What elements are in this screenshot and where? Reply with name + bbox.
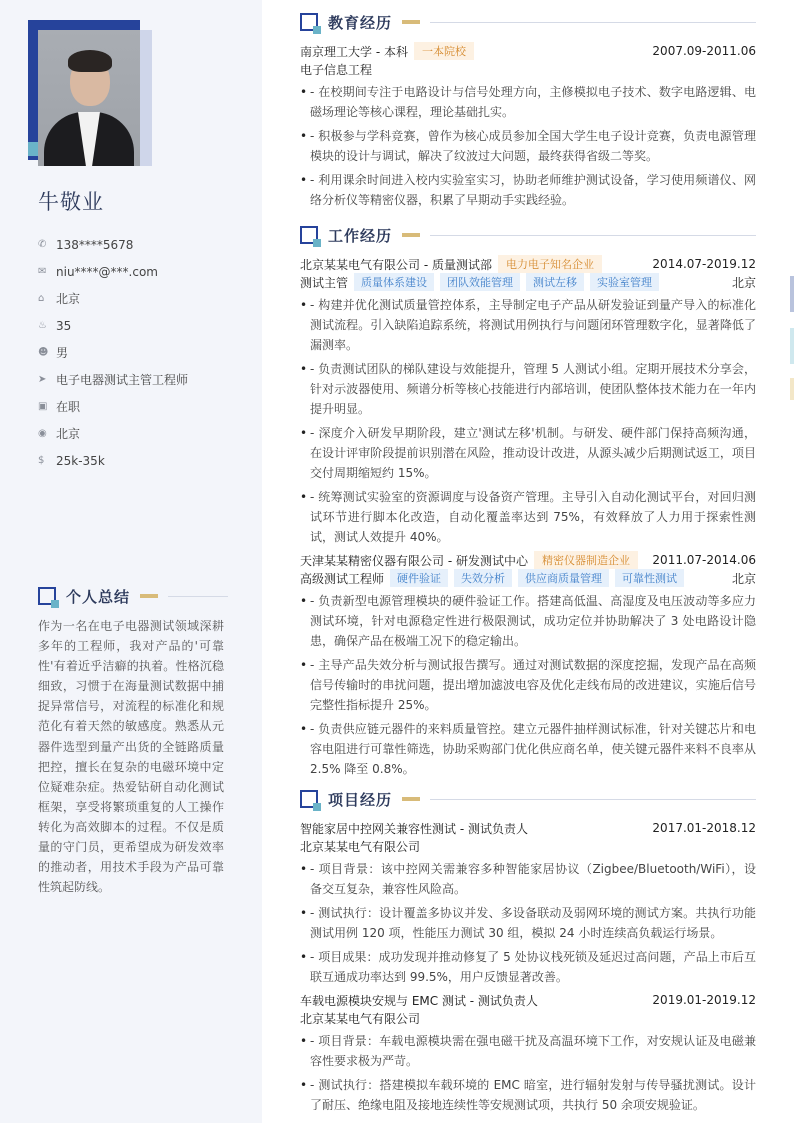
job-city: 北京 <box>731 571 756 586</box>
edge-marker <box>790 276 794 312</box>
education-row <box>300 42 756 60</box>
info-gender: ☻ 男 <box>38 346 69 360</box>
section-square-icon <box>38 587 56 605</box>
job-bullet: • - 负责供应链元器件的来料质量管控。建立元器件抽样测试标准，针对关键芯片和电容电阻进行可靠性筛选，协助采购部门优化供应商名单，使关键元器件来料不良率从 2.5% 降至 0.8%。 <box>300 719 756 779</box>
skill-tag: 测试左移 <box>526 273 584 291</box>
briefcase-icon: ▣ <box>38 401 48 412</box>
edge-marker <box>790 378 794 400</box>
skill-tag: 可靠性测试 <box>615 569 684 587</box>
education-bullet: • - 积极参与学科竞赛，曾作为核心成员参加全国大学生电子设计竞赛，负责电源管理模块的设计与调试，解决了纹波过大问题，最终获得省级二等奖。 <box>300 126 756 166</box>
job-bullet: • - 负责新型电源管理模块的硬件验证工作。搭建高低温、高湿度及电压波动等多应力测试环境，针对电源稳定性进行极限测试，成功定位并协助解决了 3 处电路设计隐患，确保产品在极端工况下的稳定输出。 <box>300 591 756 651</box>
job-bullet: • - 深度介入研发早期阶段，建立'测试左移'机制。与研发、硬件部门保持高频沟通，在设计评审阶段提前识别潜在风险，推动设计改进，从源头减少后期测试返工，项目交付周期缩短约 15%。 <box>300 423 756 483</box>
skill-tag: 实验室管理 <box>590 273 659 291</box>
work-section <box>300 223 756 779</box>
skill-tag: 团队效能管理 <box>440 273 520 291</box>
edge-marker <box>790 328 794 364</box>
project-date: 2019.01-2019.12 <box>652 993 756 1007</box>
projects-section <box>300 787 756 1115</box>
gender-icon: ☻ <box>38 347 49 358</box>
education-date: 2007.09-2011.06 <box>652 44 756 58</box>
sidebar <box>0 0 262 1123</box>
projects-heading: 项目经历 <box>300 787 756 811</box>
info-email: ✉ niu****@***.com <box>38 264 158 279</box>
info-salary: $ 25k-35k <box>38 453 105 468</box>
email-icon: ✉ <box>38 266 47 277</box>
major: 电子信息工程 <box>300 62 373 77</box>
summary-text: 作为一名在电子电器测试领域深耕多年的工程师，我对产品的'可靠性'有着近乎洁癖的执着。性格沉稳细致，习惯于在海量测试数据中捕捉异常信号，对流程的标准化和规范化有着天然的敏感度。熟悉从元器件选型到量产出货的全链路质量把控，擅长在复杂的电磁环境中定位疑难杂症。热爱钻研自动化测试框架，享受将繁琐重复的人工操作转化为高效脚本的过程。不仅是质量的守门员，更希望成为研发效率的推动者，用技术手段为产品可靠性筑起防线。 <box>38 619 224 895</box>
school-tag: 一本院校 <box>414 42 474 60</box>
send-icon: ➤ <box>38 374 47 385</box>
project-header <box>300 819 756 837</box>
job-bullet: • - 构建并优化测试质量管控体系，主导制定电子产品从研发验证到量产导入的标准化测试流程。引入缺陷追踪系统，将测试用例执行与问题闭环管理数字化，显著降低了漏测率。 <box>300 295 756 355</box>
skill-tag: 硬件验证 <box>390 569 448 587</box>
project-bullet: • - 项目背景：该中控网关需兼容多种智能家居协议（Zigbee/Bluetooth/WiFi），设备交互复杂，兼容性风险高。 <box>300 859 756 899</box>
photo-frame <box>28 20 152 166</box>
education-bullet: • - 利用课余时间进入校内实验室实习，协助老师维护测试设备，学习使用频谱仪、网络分析仪等精密仪器，积累了早期动手实践经验。 <box>300 170 756 210</box>
info-position: ➤ 电子电器测试主管工程师 <box>38 373 189 387</box>
job-role-row <box>300 569 756 587</box>
education-heading: 教育经历 <box>300 10 756 34</box>
project-bullet: • - 项目成果：成功发现并推动修复了 5 处协议栈死锁及延迟过高问题，产品上市后互联互通成功率达到 99.5%，用户反馈显著改善。 <box>300 947 756 987</box>
education-bullet: • - 在校期间专注于电路设计与信号处理方向，主修模拟电子技术、数字电路逻辑、电磁场理论等核心课程，理论基础扎实。 <box>300 82 756 122</box>
job-bullet: • - 主导产品失效分析与测试报告撰写。通过对测试数据的深度挖掘，发现产品在高频信号传输时的串扰问题，提出增加滤波电容及优化走线布局的改进建议，实施后信号完整性指标提升 25%。 <box>300 655 756 715</box>
cake-icon: ♨ <box>38 320 47 331</box>
job-role: 测试主管 <box>300 275 349 290</box>
avatar <box>38 30 140 166</box>
info-status: ▣ 在职 <box>38 400 81 414</box>
phone-icon: ✆ <box>38 239 47 250</box>
info-home: ⌂ 北京 <box>38 292 81 306</box>
summary-heading: 个人总结 <box>38 584 228 608</box>
job-company: 天津某某精密仪器有限公司 - 研发测试中心 <box>300 553 528 568</box>
contact-info-list <box>38 231 248 474</box>
job-date: 2011.07-2014.06 <box>652 553 756 567</box>
project-company: 北京某某电气有限公司 <box>300 1011 421 1026</box>
project-name: 智能家居中控网关兼容性测试 - 测试负责人 <box>300 821 528 836</box>
job-company: 北京某某电气有限公司 - 质量测试部 <box>300 257 492 272</box>
info-city: ◉ 北京 <box>38 427 81 441</box>
skill-tag: 质量体系建设 <box>354 273 434 291</box>
job-date: 2014.07-2019.12 <box>652 257 756 271</box>
candidate-name: 牛敬业 <box>38 190 104 214</box>
salary-icon: $ <box>38 455 45 466</box>
project-header <box>300 991 756 1009</box>
project-bullet: • - 测试执行：设计覆盖多协议并发、多设备联动及弱网环境的测试方案。共执行功能测试用例 120 项，性能压力测试 30 组，模拟 24 小时连续高负载运行场景。 <box>300 903 756 943</box>
project-date: 2017.01-2018.12 <box>652 821 756 835</box>
project-bullet: • - 项目背景：车载电源模块需在强电磁干扰及高温环境下工作，对安规认证及电磁兼容性要求极为严苛。 <box>300 1031 756 1071</box>
job-header <box>300 255 756 273</box>
company-tag: 电力电子知名企业 <box>498 255 602 273</box>
company-tag: 精密仪器制造企业 <box>534 551 638 569</box>
section-square-icon <box>300 790 318 808</box>
home-icon: ⌂ <box>38 293 45 304</box>
work-heading: 工作经历 <box>300 223 756 247</box>
info-age: ♨ 35 <box>38 318 72 333</box>
skill-tag: 供应商质量管理 <box>518 569 609 587</box>
job-header <box>300 551 756 569</box>
job-bullet: • - 负责测试团队的梯队建设与效能提升，管理 5 人测试小组。定期开展技术分享会，针对示波器使用、频谱分析等核心技能进行内部培训，使团队整体技术能力在一年内提升明显。 <box>300 359 756 419</box>
job-role: 高级测试工程师 <box>300 571 385 586</box>
job-role-row <box>300 273 756 291</box>
info-phone: ✆ 138****5678 <box>38 237 134 252</box>
job-bullet: • - 统筹测试实验室的资源调度与设备资产管理。主导引入自动化测试平台，对回归测试环节进行脚本化改造，自动化覆盖率达到 75%，有效释放了人力用于探索性测试，测试人效提升 40%。 <box>300 487 756 547</box>
section-square-icon <box>300 13 318 31</box>
project-company: 北京某某电气有限公司 <box>300 839 421 854</box>
education-section <box>300 10 756 210</box>
job-city: 北京 <box>731 275 756 290</box>
location-pin-icon: ◉ <box>38 428 47 439</box>
project-name: 车载电源模块安规与 EMC 测试 - 测试负责人 <box>300 993 538 1008</box>
school-name: 南京理工大学 - 本科 <box>300 44 408 59</box>
section-square-icon <box>300 226 318 244</box>
skill-tag: 失效分析 <box>454 569 512 587</box>
project-bullet: • - 测试执行：搭建模拟车载环境的 EMC 暗室，进行辐射发射与传导骚扰测试。设计了耐压、绝缘电阻及接地连续性等安规测试项，共执行 50 余项安规验证。 <box>300 1075 756 1115</box>
